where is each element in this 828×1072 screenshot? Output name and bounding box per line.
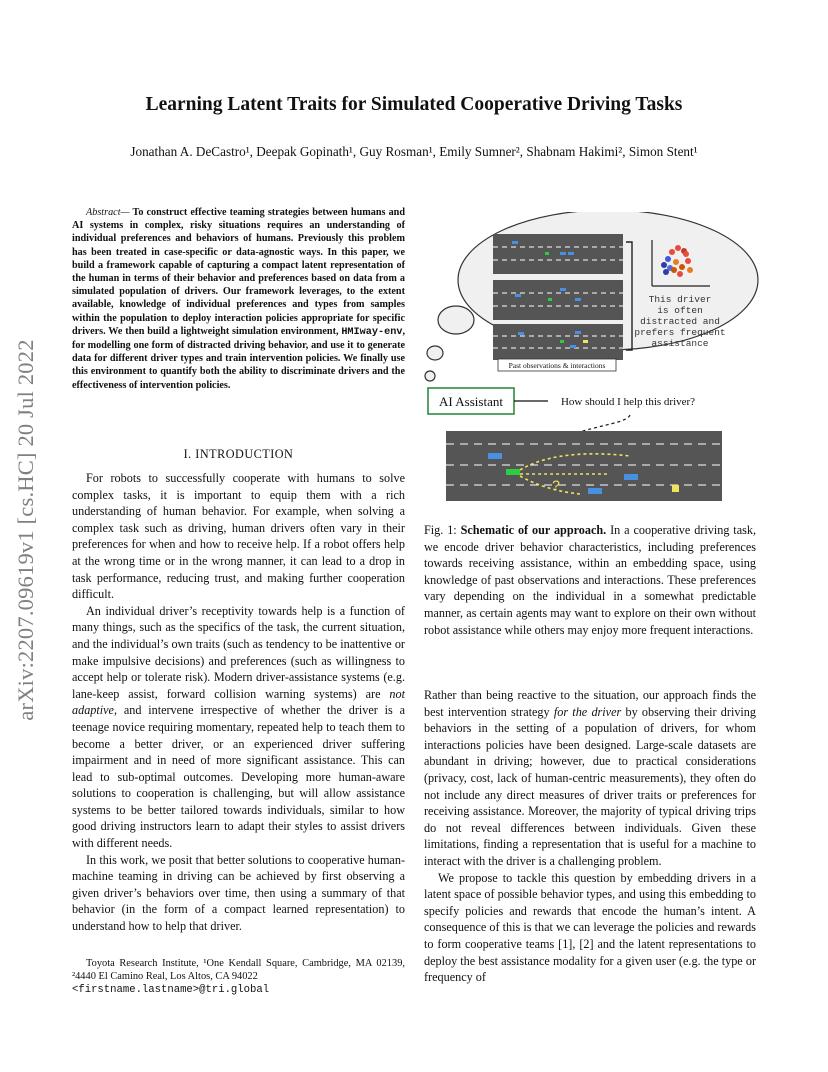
thought-line-5: assistance <box>651 338 709 349</box>
figure-caption <box>424 522 756 638</box>
abstract-text-2: , for modelling one form of distracted driving behavior, and use it to generate data for different driver types and train intervention policies. We finally use this environment to quantify both the ability to discriminate drivers and the effectiveness of intervention policies. <box>72 325 405 391</box>
right-column-body <box>424 687 756 986</box>
thought-line-4: prefers frequent <box>634 327 726 338</box>
ai-assistant-label: AI Assistant <box>439 394 503 409</box>
abstract-lead: Abstract— <box>86 207 130 218</box>
section-heading-introduction: I. INTRODUCTION <box>183 447 294 461</box>
question-mark: ? <box>552 477 560 493</box>
caption-label: Fig. 1: <box>424 523 461 537</box>
intro-paragraph-2 <box>72 603 405 852</box>
paper-title: Learning Latent Traits for Simulated Cooperative Driving Tasks <box>145 94 683 115</box>
right-p1-part-b: by observing their driving behaviors in the setting of a population of drivers, for whom interactions policies have been designed. Large-scale datasets are abundant in driving; however, due to practical considerations (privacy, cost, lack of human-centric measurements), they often do not include any direct measures of driver traits or preferences for receiving assistance. Moreover, the majority of typical driving trips do not reveal differences between individuals. Given these limitations, finding a representation that is useful for a machine to interact with the driver is a challenging problem. <box>424 704 756 868</box>
intro-p2-emphasis: not adaptive <box>72 686 405 718</box>
intro-paragraph-1: For robots to successfully cooperate with humans to solve complex tasks, it is important to equip them with a rich understanding of human behavior. For example, when solving a complex task such as driving, human drivers often vary in their preferences for when and how to receive help. If a robot offers help at the wrong time or in the wrong manner, it can lead to a drop in task performance, reducing trust, and making further cooperation difficult. <box>72 471 405 602</box>
intro-p2-part-b: , and intervene irrespective of whether the driver is a teenage novice requiring momentary, repeated help to teach them to become a better driver, or an experienced driver suffering impairment and in need of more significant assistance. This can lead to sub-optimal outcomes. Developing more human-aware solutions to cooperation is challenging, but will allow assistance systems to be better tailored towards individuals, similar to how good driving instructors learn to adapt their styles to assist drivers with different needs. <box>72 703 405 851</box>
right-p1-emphasis: for the driver <box>553 704 622 719</box>
figure-svg <box>420 212 766 512</box>
left-column-body <box>72 470 405 935</box>
thought-line-3: distracted and <box>640 316 720 327</box>
right-paragraph-2: We propose to tackle this question by embedding drivers in a latent space of possible behavior types, and using this embedding to specify policies and rewards that encode the human’s intent. A consequence of this is that we can leverage the policies and rewards to form cooperative teams [1], [2] and the latent representations to deploy the best assistance modality for a given user (e.g. the type or frequency of <box>424 870 756 985</box>
intro-paragraph-3: In this work, we posit that better solutions to cooperative human-machine teaming in driving can be achieved by first observing a given driver’s behaviors over time, then using a summary of that behavior (in the form of a compact learned representation) to understand how to help that driver. <box>72 852 405 934</box>
footnote-email[interactable]: <firstname.lastname>@tri.global <box>72 984 270 997</box>
past-observations-label: Past observations & interactions <box>508 361 606 370</box>
right-paragraph-1 <box>424 687 756 870</box>
thought-line-1: This driver <box>648 294 712 305</box>
intro-p2-part-a: An individual driver’s receptivity towards help is a function of many things, such as the specifics of the task, the current situation, and the individual’s own traits (such as tendency to be inattentive or make impulsive decisions) and preferences (such as willingness to accept help or tolerate risk). Modern driver-assistance systems (e.g. lane-keep assist, forward collision warning systems) are <box>72 603 405 701</box>
caption-title: Schematic of our approach. <box>460 523 607 537</box>
road-scene <box>446 431 722 501</box>
abstract-env-name: HMIway-env <box>341 326 403 338</box>
right-p1-part-a: Rather than being reactive to the situation, our approach finds the best intervention strategy <box>424 688 756 719</box>
caption-text: In a cooperative driving task, we encode driver behavior characteristics, including preferences towards receiving assistance, within an embedding space, using knowledge of past observations and interactions. These preferences vary depending on the individual in a somewhat predictable manner, as certain agents may want to explore on their own without robot assistance while others may enjoy more frequent interactions. <box>424 523 756 637</box>
past-observations <box>493 234 623 360</box>
abstract-text-1: To construct effective teaming strategies between humans and AI systems in complex, risky situations requires an understanding of individual preferences and behaviors of humans. Previously this problem has been treated in case-specific or data-agnostic ways. In this paper, we build a framework capable of capturing a compact latent representation of the human in terms of their behavior and preferences based on data from a simulated population of drivers. Our framework leverages, to the extent available, knowledge of individual preferences and types from samples within the population to deploy interaction policies appropriate for specific drivers. We then build a lightweight simulation environment, <box>72 207 405 337</box>
figure-schematic <box>420 212 766 512</box>
thought-line-2: is often <box>657 305 703 316</box>
footnote <box>72 957 405 998</box>
question-text: How should I help this driver? <box>560 396 696 408</box>
author-list: Jonathan A. DeCastro¹, Deepak Gopinath¹, Guy Rosman¹, Emily Sumner², Shabnam Hakimi², Simon Stent¹ <box>130 144 698 159</box>
arxiv-identifier[interactable]: arXiv:2207.09619v1 [cs.HC] 20 Jul 2022 <box>13 339 38 721</box>
abstract <box>72 206 405 392</box>
footnote-affiliations: Toyota Research Institute, ¹One Kendall Square, Cambridge, MA 02139, ²4440 El Camino Real, Los Altos, CA 94022 <box>72 958 405 983</box>
